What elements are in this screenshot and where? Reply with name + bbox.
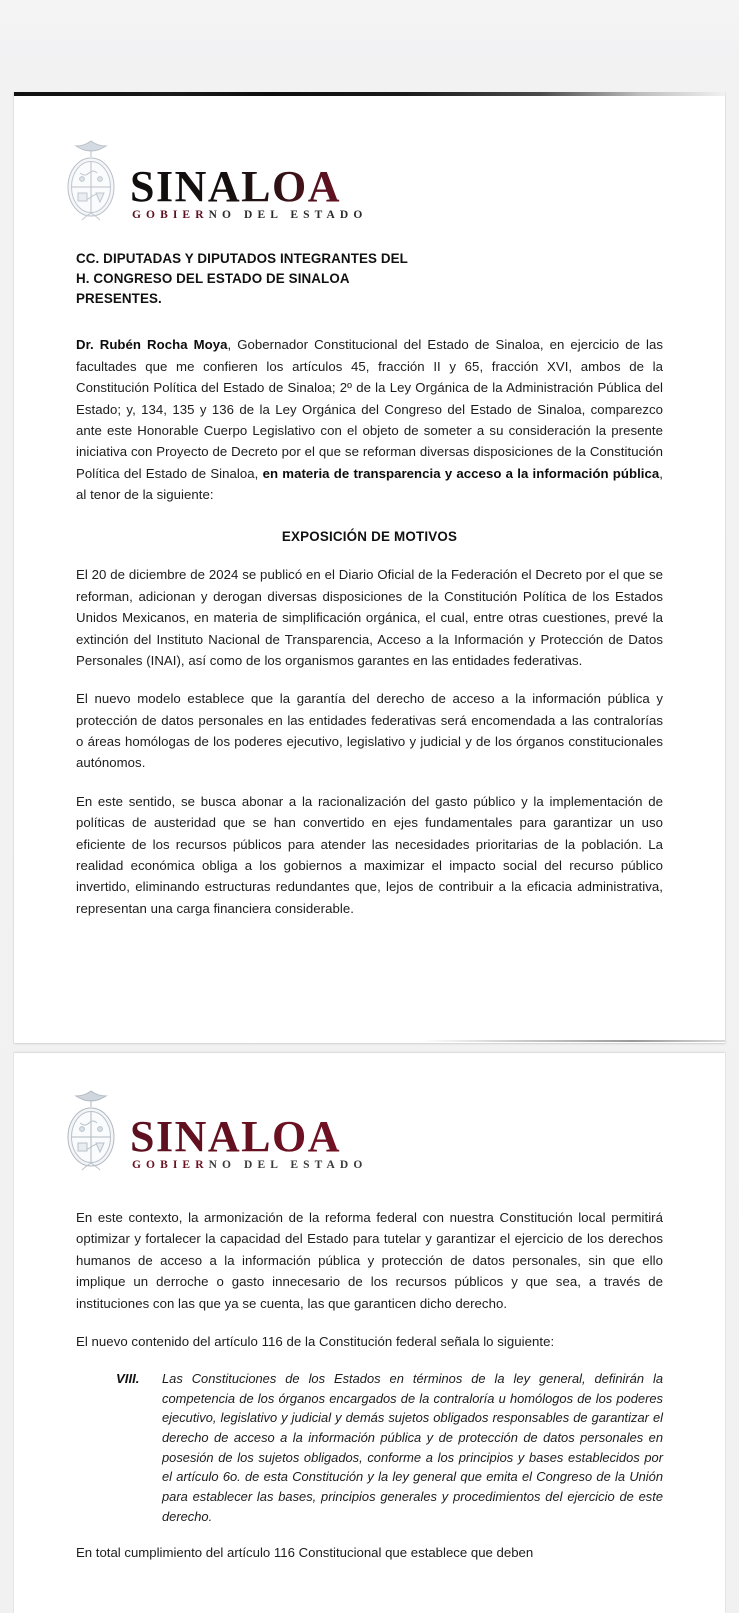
wordmark-tagline-rest: NO DEL ESTADO — [208, 1159, 368, 1171]
paragraph: En este sentido, se busca abonar a la racionalización del gasto público y la implementación de políticas de austeridad que se han convertido en ejes fundamentales para garantizar un uso eficiente de los recursos públicos para atender las necesidades prioritarias de la población. La realidad económica obliga a los gobiernos a maximizar el impacto social del recurso público invertido, eliminando estructuras redundantes que, lejos de contribuir a la eficacia administrativa, representan una carga financiera considerable. — [76, 793, 663, 916]
wordmark-tagline-rest: NO DEL ESTADO — [208, 209, 368, 221]
document-page-1 — [14, 93, 725, 1043]
intro-body-1: , Gobernador Constitucional del Estado de Sinaloa, en ejercicio de las facultades que me confieren los artículos 45, fracción II y 65, fracción XVI, ambos de la Constitución Política del Estado de Sinaloa; 2º de la Ley Orgánica de la Administración Pública del Estado; y, 134, 135 y 136 de la Ley Orgánica del Congreso del Estado de Sinaloa, comparezco ante este Honorable Cuerpo Legislativo con el objeto de someter a su consideración la presente iniciativa con Proyecto de Decreto por el que se reforman diversas disposiciones de la Constitución Política del Estado de Sinaloa, — [76, 337, 663, 481]
addressee-line-3: PRESENTES. — [76, 290, 162, 306]
sinaloa-coat-of-arms-icon — [60, 1085, 122, 1173]
quote-roman-numeral: VIII. — [116, 1371, 140, 1387]
paragraph: El nuevo contenido del artículo 116 de la Constitución federal señala lo siguiente: — [76, 1333, 555, 1349]
constitutional-quote-block — [76, 1369, 663, 1526]
page-1-body — [14, 223, 725, 919]
wordmark-tagline — [132, 209, 367, 221]
page-2-body — [14, 1173, 725, 1564]
wordmark-title: SINALOA — [130, 1115, 367, 1158]
paragraph: En este contexto, la armonización de la reforma federal con nuestra Constitución local permitirá optimizar y fortalecer la capacidad del Estado para tutelar y garantizar el ejercicio de los derechos humanos de acceso a la información pública y protección de datos personales, sin que ello implique un derroche o gasto innecesario de los recursos públicos y que sea, a través de instituciones con las que ya se cuenta, las que garanticen dicho derecho. — [76, 1210, 663, 1311]
addressee-line-1: CC. DIPUTADAS Y DIPUTADOS INTEGRANTES DEL — [76, 251, 408, 266]
intro-paragraph — [76, 334, 663, 505]
letterhead-page-1 — [14, 93, 725, 223]
section-heading-exposicion: EXPOSICIÓN DE MOTIVOS — [281, 529, 458, 545]
paragraph: El nuevo modelo establece que la garantía del derecho de acceso a la información pública y protección de datos personales en las entidades federativas será encomendada a las contralorías o áreas homólogas de los poderes ejecutivo, legislativo y judicial y de los órganos constitucionales autónomos. — [76, 691, 663, 771]
governor-name: Dr. Rubén Rocha Moya — [76, 337, 228, 353]
quote-body-text: Las Constituciones de los Estados en términos de la ley general, definirán la competencia de los órganos encargados de la contraloría u homólogos de los poderes ejecutivo, legislativo y judicial y demás sujetos obligados responsables de garantizar el derecho de acceso a la información pública y de protección de datos personales en posesión de los sujetos obligados, conforme a los principios y bases establecidos por el artículo 6o. de esta Constitución y la ley general que emita el Congreso de la Unión para establecer las bases, principios generales y procedimientos del ejercicio de este derecho. — [162, 1371, 663, 1524]
intro-body-2: , al tenor de la siguiente: — [76, 465, 663, 503]
wordmark-tagline-gob: GOBIER — [132, 1159, 209, 1171]
document-page-2 — [14, 1053, 725, 1613]
wordmark-title: SINALOA — [130, 165, 367, 208]
wordmark-tagline-gob: GOBIER — [132, 209, 209, 221]
letterhead-page-2 — [14, 1053, 725, 1173]
intro-emphasis: en materia de transparencia y acceso a la información pública — [262, 465, 660, 481]
sinaloa-coat-of-arms-icon — [60, 135, 122, 223]
sinaloa-wordmark — [130, 161, 368, 223]
addressee-block — [76, 249, 663, 308]
wordmark-tagline — [132, 1159, 367, 1171]
paragraph: El 20 de diciembre de 2024 se publicó en el Diario Oficial de la Federación el Decreto por el que se reforman, adicionan y derogan diversas disposiciones de la Constitución Política de los Estados Unidos Mexicanos, en materia de simplificación orgánica, el cual, entre otras cuestiones, prevé la extinción del Instituto Nacional de Transparencia, Acceso a la Información y Protección de Datos Personales (INAI), así como de los organismos garantes en las entidades federativas. — [76, 567, 663, 668]
addressee-line-2: H. CONGRESO DEL ESTADO DE SINALOA — [76, 270, 350, 286]
sinaloa-wordmark — [130, 1111, 368, 1173]
paragraph-truncated: En total cumplimiento del artículo 116 Constitucional que establece que deben — [76, 1545, 534, 1561]
